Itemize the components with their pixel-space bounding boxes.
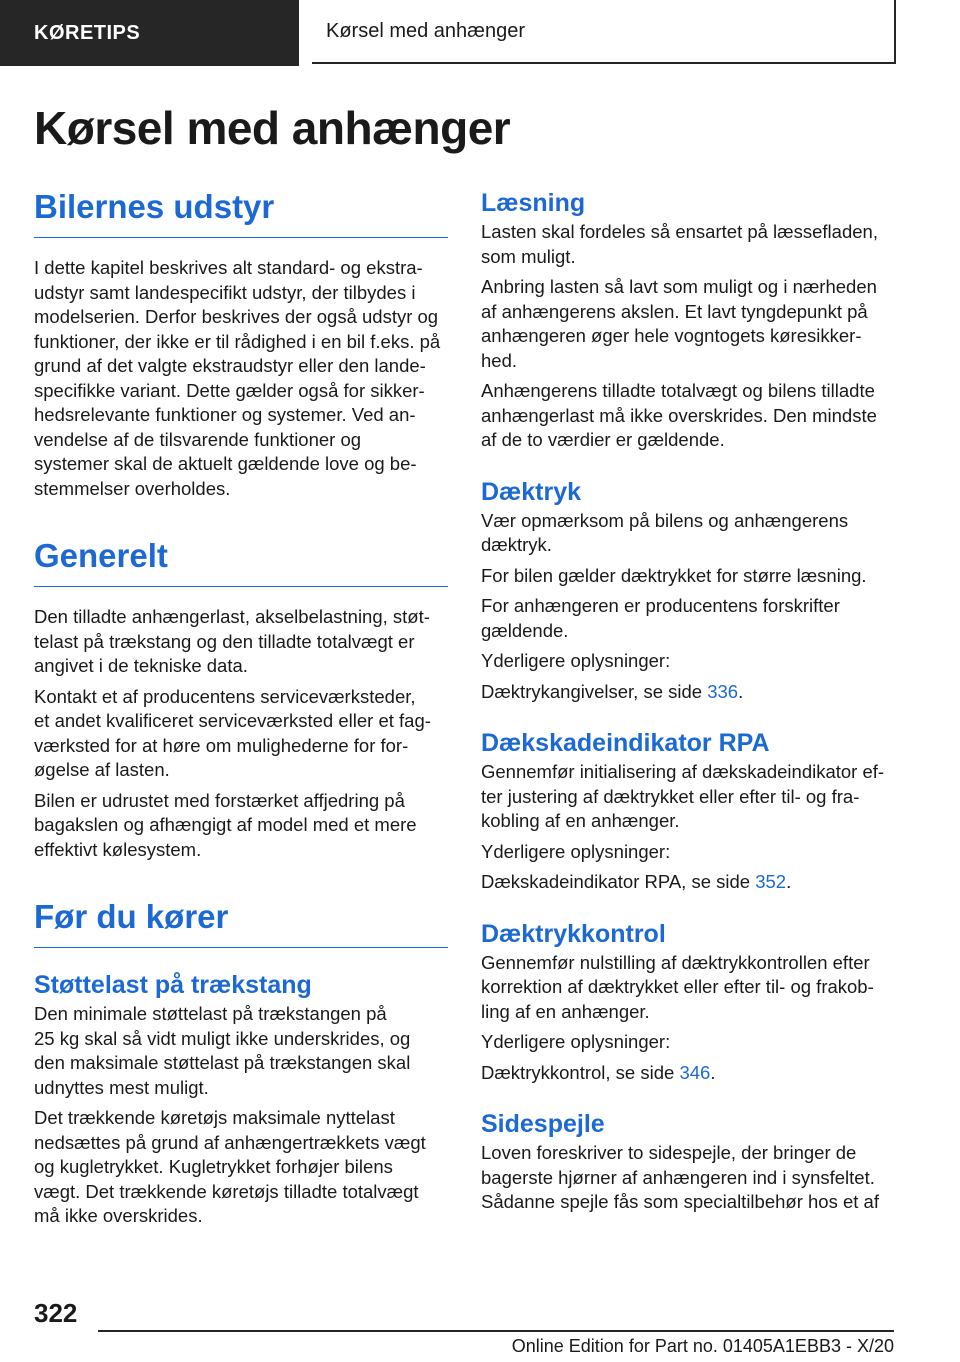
reference-daektrykkontrol: Dæktrykkontrol, se side 346. xyxy=(481,1061,716,1083)
right-column xyxy=(481,186,895,1215)
subheading-laesning: Læsning xyxy=(481,189,586,217)
subheading-sidespejle: Sidespejle xyxy=(481,1110,605,1138)
page-number: 322 xyxy=(34,1298,78,1328)
page-link-352[interactable]: 352 xyxy=(755,871,787,892)
reference-rpa: Dækskadeindikator RPA, se side 352. xyxy=(481,871,792,892)
section-tab xyxy=(0,0,299,66)
paragraph-generelt-2: Kontakt et af producentens serviceværksteder, et andet kvalificeret serviceværksted eller et fag- værksted for at høre om mulighederne for for- øgelse af lasten. xyxy=(34,685,431,780)
section-tab-label: KØRETIPS xyxy=(34,21,141,44)
more-info-daektrykkontrol: Yderligere oplysninger: xyxy=(481,1031,671,1052)
topic-tab xyxy=(312,0,896,64)
paragraph-daektryk-2: For bilen gælder dæktrykket for større læsning. xyxy=(481,564,867,586)
heading-bilernes-udstyr: Bilernes udstyr xyxy=(34,186,448,238)
paragraph-generelt-1: Den tilladte anhængerlast, akselbelastning, støt- telast på trækstang og den tilladte totalvægt er angivet i de tekniske data. xyxy=(34,606,430,676)
paragraph-rpa-1: Gennemfør initialisering af dækskadeindikator ef- ter justering af dæktrykket eller efter til- og fra- kobling af en anhænger. xyxy=(481,761,885,831)
heading-generelt: Generelt xyxy=(34,535,448,587)
paragraph-stottelast-1: Den minimale støttelast på trækstangen på 25 kg skal så vidt muligt ikke underskrides, og den maksimale støttelast på trækstangen skal udnyttes mest muligt. xyxy=(34,1003,411,1098)
heading-for-du-korer: Før du kører xyxy=(34,896,448,948)
paragraph-sidespejle-1: Loven foreskriver to sidespejle, der bringer de bagerste hjørner af anhængeren ind i synsfeltet. Sådanne spejle fås som specialtilbehør hos et af xyxy=(481,1142,879,1212)
subheading-daektryk: Dæktryk xyxy=(481,477,582,506)
reference-daektryk: Dæktrykangivelser, se side 336. xyxy=(481,680,744,702)
subheading-rpa: Dækskadeindikator RPA xyxy=(481,729,770,757)
page-link-346[interactable]: 346 xyxy=(679,1061,711,1083)
topic-tab-label: Kørsel med anhænger xyxy=(326,19,525,42)
paragraph-bilernes-udstyr: I dette kapitel beskrives alt standard- og ekstra- udstyr samt landespecifikt udstyr, der tilbydes i modelserien. Derfor beskrives der også udstyr og funktioner, der ikke er til rådighed i en bil f.eks. på grund af det valgte ekstraudstyr eller den lande- specifikke variant. Dette gælder også for sikker- hedsrelevante funktioner og systemer. Ved an- vendelse af de tilsvarende funktioner og systemer skal de aktuelt gældende love og be- stemmelser overholdes. xyxy=(34,257,441,499)
paragraph-laesning-1: Lasten skal fordeles så ensartet på læssefladen, som muligt. xyxy=(481,221,878,267)
more-info-rpa: Yderligere oplysninger: xyxy=(481,840,671,862)
paragraph-laesning-2: Anbring lasten så lavt som muligt og i nærheden af anhængerens akslen. Et lavt tyngdepunkt på anhængeren øger hele vogntogets køresikker- hed. xyxy=(481,276,877,371)
footer-edition-text: Online Edition for Part no. 01405A1EBB3 - X/20 xyxy=(511,1336,894,1356)
more-info-daektryk: Yderligere oplysninger: xyxy=(481,650,671,671)
paragraph-stottelast-2: Det trækkende køretøjs maksimale nyttelast nedsættes på grund af anhængertrækkets vægt og kugletrykket. Kugletrykket forhøjer bilens vægt. Det trækkende køretøjs tilladte totalvægt må ikke overskrides. xyxy=(34,1107,426,1226)
subheading-daektrykkontrol: Dæktrykkontrol xyxy=(481,919,666,948)
paragraph-daektryk-3: For anhængeren er producentens forskrifter gældende. xyxy=(481,595,840,641)
left-column xyxy=(34,186,448,1229)
paragraph-daektrykkontrol-1: Gennemfør nulstilling af dæktrykkontrollen efter korrektion af dæktrykket eller efter til- og frakob- ling af en anhænger. xyxy=(481,951,874,1022)
paragraph-daektryk-1: Vær opmærksom på bilens og anhængerens dæktryk. xyxy=(481,509,849,555)
subheading-stottelast: Støttelast på trækstang xyxy=(34,971,312,999)
paragraph-laesning-3: Anhængerens tilladte totalvægt og bilens tilladte anhængerlast må ikke overskrides. Den mindste af de to værdier er gældende. xyxy=(481,380,877,450)
page-link-336[interactable]: 336 xyxy=(707,680,739,702)
page-title: Kørsel med anhænger xyxy=(34,102,511,154)
footer-divider xyxy=(98,1330,894,1332)
paragraph-generelt-3: Bilen er udrustet med forstærket affjedring på bagakslen og afhængigt af model med et mere effektivt kølesystem. xyxy=(34,789,417,860)
